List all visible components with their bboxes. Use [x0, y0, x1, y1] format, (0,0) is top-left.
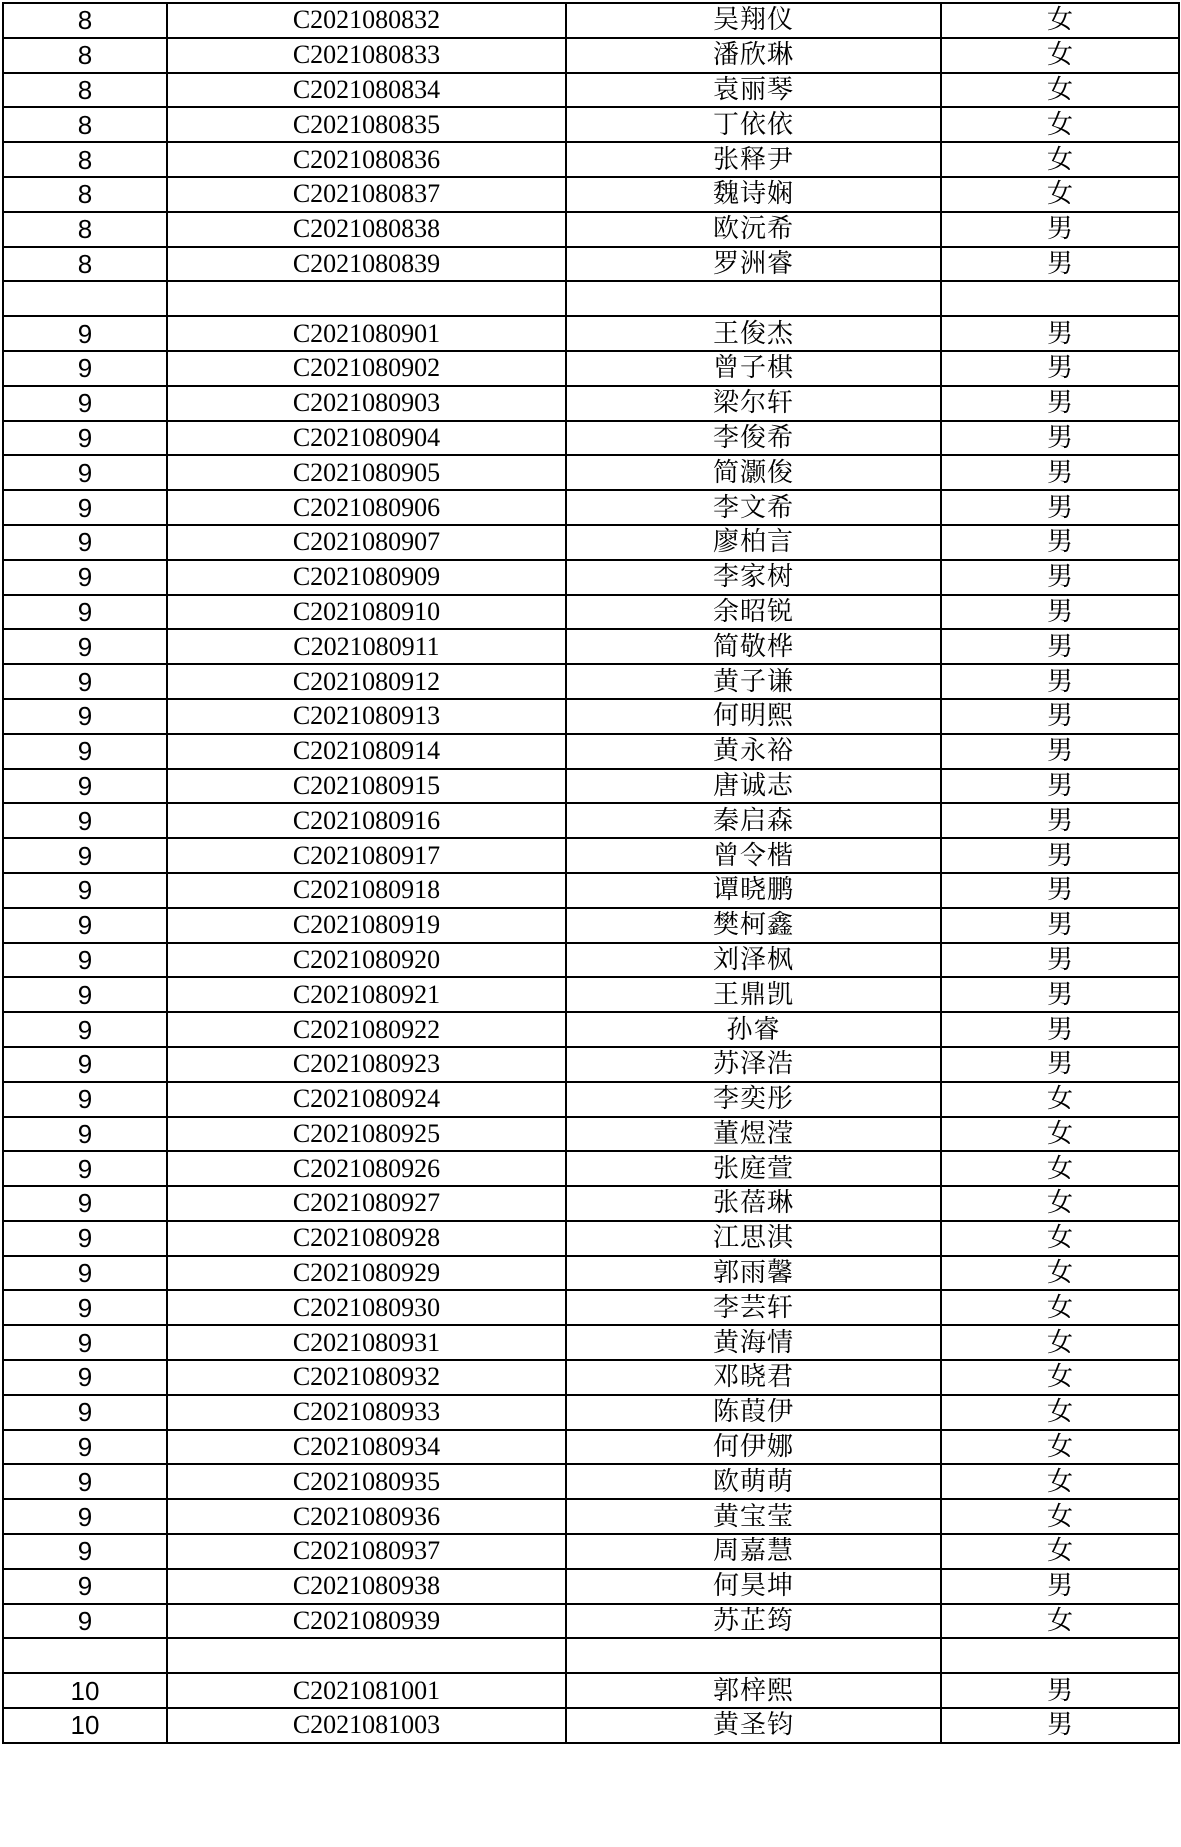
gender-cell: 男: [941, 595, 1179, 630]
table-row: [3, 455, 1179, 490]
class-cell: 9: [3, 316, 167, 351]
student-id-cell: C2021080838: [167, 212, 566, 247]
table-row: [3, 1325, 1179, 1360]
class-cell: 9: [3, 838, 167, 873]
class-cell: 8: [3, 73, 167, 108]
gender-cell: 男: [941, 769, 1179, 804]
student-id-cell: C2021080932: [167, 1360, 566, 1395]
table-row: [3, 421, 1179, 456]
student-id-cell: C2021080833: [167, 38, 566, 73]
class-cell: 9: [3, 943, 167, 978]
table-row: [3, 595, 1179, 630]
student-name-cell: 吴翔仪: [566, 3, 941, 38]
student-id-cell: C2021080917: [167, 838, 566, 873]
student-roster-table: [2, 2, 1180, 1744]
gender-cell: 女: [941, 107, 1179, 142]
table-row: [3, 525, 1179, 560]
table-row: [3, 316, 1179, 351]
table-row: [3, 664, 1179, 699]
table-row: [3, 1256, 1179, 1291]
student-name-cell: 苏泽浩: [566, 1047, 941, 1082]
student-name-cell: 何伊娜: [566, 1430, 941, 1465]
class-cell: 9: [3, 1117, 167, 1152]
student-id-cell: [167, 1638, 566, 1673]
student-name-cell: 苏芷筠: [566, 1604, 941, 1639]
class-cell: 9: [3, 769, 167, 804]
class-cell: 9: [3, 908, 167, 943]
student-name-cell: 刘泽枫: [566, 943, 941, 978]
student-name-cell: 黄圣钧: [566, 1708, 941, 1743]
class-cell: 9: [3, 734, 167, 769]
student-name-cell: [566, 281, 941, 316]
student-name-cell: 孙睿: [566, 1012, 941, 1047]
student-name-cell: 王俊杰: [566, 316, 941, 351]
gender-cell: 男: [941, 943, 1179, 978]
gender-cell: 男: [941, 386, 1179, 421]
student-name-cell: 欧沅希: [566, 212, 941, 247]
gender-cell: 女: [941, 1256, 1179, 1291]
student-name-cell: [566, 1638, 941, 1673]
student-id-cell: C2021080909: [167, 560, 566, 595]
gender-cell: 女: [941, 142, 1179, 177]
class-cell: 9: [3, 1082, 167, 1117]
student-name-cell: 黄宝莹: [566, 1499, 941, 1534]
student-name-cell: 何明熙: [566, 699, 941, 734]
gender-cell: 女: [941, 1186, 1179, 1221]
student-id-cell: C2021080904: [167, 421, 566, 456]
gender-cell: 女: [941, 1082, 1179, 1117]
student-id-cell: C2021080914: [167, 734, 566, 769]
student-id-cell: C2021080933: [167, 1395, 566, 1430]
separator-row: [3, 281, 1179, 316]
table-row: [3, 177, 1179, 212]
gender-cell: 男: [941, 1673, 1179, 1708]
gender-cell: 女: [941, 1360, 1179, 1395]
student-id-cell: C2021080930: [167, 1290, 566, 1325]
class-cell: 9: [3, 1325, 167, 1360]
table-row: [3, 1604, 1179, 1639]
gender-cell: 女: [941, 1117, 1179, 1152]
gender-cell: 男: [941, 977, 1179, 1012]
table-row: [3, 107, 1179, 142]
gender-cell: 女: [941, 1464, 1179, 1499]
table-row: [3, 1082, 1179, 1117]
student-name-cell: 黄永裕: [566, 734, 941, 769]
class-cell: 9: [3, 1464, 167, 1499]
student-name-cell: 邓晓君: [566, 1360, 941, 1395]
student-name-cell: 张释尹: [566, 142, 941, 177]
student-name-cell: 郭雨馨: [566, 1256, 941, 1291]
table-row: [3, 873, 1179, 908]
table-row: [3, 3, 1179, 38]
gender-cell: 女: [941, 1325, 1179, 1360]
class-cell: 9: [3, 560, 167, 595]
gender-cell: 男: [941, 316, 1179, 351]
gender-cell: 男: [941, 699, 1179, 734]
student-name-cell: 黄子谦: [566, 664, 941, 699]
class-cell: [3, 281, 167, 316]
class-cell: 9: [3, 595, 167, 630]
student-name-cell: 李家树: [566, 560, 941, 595]
student-id-cell: C2021080927: [167, 1186, 566, 1221]
student-id-cell: C2021080921: [167, 977, 566, 1012]
student-name-cell: 欧萌萌: [566, 1464, 941, 1499]
student-name-cell: 魏诗娴: [566, 177, 941, 212]
table-row: [3, 1012, 1179, 1047]
gender-cell: 女: [941, 1151, 1179, 1186]
student-id-cell: C2021081001: [167, 1673, 566, 1708]
student-id-cell: C2021080924: [167, 1082, 566, 1117]
student-name-cell: 简灏俊: [566, 455, 941, 490]
table-row: [3, 1395, 1179, 1430]
student-id-cell: C2021080939: [167, 1604, 566, 1639]
table-row: [3, 734, 1179, 769]
student-id-cell: C2021080901: [167, 316, 566, 351]
gender-cell: 女: [941, 1604, 1179, 1639]
student-name-cell: 周嘉慧: [566, 1534, 941, 1569]
table-row: [3, 386, 1179, 421]
student-id-cell: C2021080936: [167, 1499, 566, 1534]
student-id-cell: C2021080937: [167, 1534, 566, 1569]
gender-cell: 男: [941, 525, 1179, 560]
gender-cell: 男: [941, 803, 1179, 838]
class-cell: 9: [3, 421, 167, 456]
table-row: [3, 769, 1179, 804]
roster-body: [3, 3, 1179, 1743]
table-row: [3, 1151, 1179, 1186]
separator-row: [3, 1638, 1179, 1673]
class-cell: 9: [3, 664, 167, 699]
class-cell: 9: [3, 1534, 167, 1569]
table-row: [3, 1290, 1179, 1325]
class-cell: 9: [3, 873, 167, 908]
student-name-cell: 江思淇: [566, 1221, 941, 1256]
student-id-cell: C2021080905: [167, 455, 566, 490]
table-row: [3, 1117, 1179, 1152]
student-id-cell: C2021080916: [167, 803, 566, 838]
table-row: [3, 977, 1179, 1012]
table-row: [3, 1430, 1179, 1465]
class-cell: 9: [3, 1221, 167, 1256]
gender-cell: 男: [941, 629, 1179, 664]
table-row: [3, 943, 1179, 978]
table-row: [3, 38, 1179, 73]
student-id-cell: C2021080903: [167, 386, 566, 421]
student-name-cell: 丁依依: [566, 107, 941, 142]
student-id-cell: C2021080911: [167, 629, 566, 664]
class-cell: 10: [3, 1708, 167, 1743]
gender-cell: 女: [941, 1534, 1179, 1569]
table-row: [3, 629, 1179, 664]
student-name-cell: 曾子棋: [566, 351, 941, 386]
student-name-cell: 曾令楷: [566, 838, 941, 873]
gender-cell: 女: [941, 1499, 1179, 1534]
class-cell: 9: [3, 1047, 167, 1082]
table-row: [3, 908, 1179, 943]
class-cell: 9: [3, 1256, 167, 1291]
gender-cell: 男: [941, 1012, 1179, 1047]
student-id-cell: C2021080910: [167, 595, 566, 630]
student-id-cell: C2021080926: [167, 1151, 566, 1186]
student-id-cell: C2021080832: [167, 3, 566, 38]
class-cell: 9: [3, 1360, 167, 1395]
table-row: [3, 560, 1179, 595]
gender-cell: 男: [941, 734, 1179, 769]
class-cell: 9: [3, 1186, 167, 1221]
gender-cell: [941, 1638, 1179, 1673]
student-id-cell: C2021080931: [167, 1325, 566, 1360]
class-cell: 9: [3, 1395, 167, 1430]
class-cell: 9: [3, 351, 167, 386]
table-row: [3, 1221, 1179, 1256]
table-row: [3, 73, 1179, 108]
student-name-cell: 樊柯鑫: [566, 908, 941, 943]
student-name-cell: 李奕彤: [566, 1082, 941, 1117]
student-id-cell: C2021080934: [167, 1430, 566, 1465]
student-id-cell: C2021080928: [167, 1221, 566, 1256]
student-name-cell: 唐诚志: [566, 769, 941, 804]
class-cell: 9: [3, 1569, 167, 1604]
student-id-cell: C2021080912: [167, 664, 566, 699]
student-id-cell: C2021080836: [167, 142, 566, 177]
student-name-cell: 谭晓鹏: [566, 873, 941, 908]
student-name-cell: 王鼎凯: [566, 977, 941, 1012]
gender-cell: 女: [941, 1290, 1179, 1325]
class-cell: 9: [3, 1499, 167, 1534]
student-id-cell: C2021080839: [167, 247, 566, 282]
gender-cell: 男: [941, 560, 1179, 595]
student-name-cell: 张蓓琳: [566, 1186, 941, 1221]
gender-cell: 男: [941, 212, 1179, 247]
student-id-cell: C2021080919: [167, 908, 566, 943]
table-row: [3, 247, 1179, 282]
table-row: [3, 699, 1179, 734]
table-row: [3, 1569, 1179, 1604]
gender-cell: 女: [941, 1430, 1179, 1465]
gender-cell: 女: [941, 38, 1179, 73]
table-row: [3, 1534, 1179, 1569]
student-id-cell: C2021080923: [167, 1047, 566, 1082]
student-name-cell: 秦启森: [566, 803, 941, 838]
class-cell: 9: [3, 386, 167, 421]
class-cell: 9: [3, 1012, 167, 1047]
student-id-cell: C2021080913: [167, 699, 566, 734]
student-name-cell: 李芸轩: [566, 1290, 941, 1325]
table-row: [3, 142, 1179, 177]
student-id-cell: C2021080906: [167, 490, 566, 525]
class-cell: 9: [3, 1604, 167, 1639]
table-row: [3, 1186, 1179, 1221]
student-id-cell: C2021080915: [167, 769, 566, 804]
gender-cell: 男: [941, 490, 1179, 525]
table-row: [3, 1499, 1179, 1534]
student-name-cell: 李文希: [566, 490, 941, 525]
gender-cell: 男: [941, 351, 1179, 386]
gender-cell: 男: [941, 455, 1179, 490]
student-name-cell: 廖柏言: [566, 525, 941, 560]
class-cell: 9: [3, 490, 167, 525]
class-cell: [3, 1638, 167, 1673]
student-name-cell: 陈葭伊: [566, 1395, 941, 1430]
class-cell: 9: [3, 699, 167, 734]
table-row: [3, 1360, 1179, 1395]
table-row: [3, 490, 1179, 525]
student-id-cell: [167, 281, 566, 316]
gender-cell: 男: [941, 1569, 1179, 1604]
table-row: [3, 1673, 1179, 1708]
table-row: [3, 1708, 1179, 1743]
table-row: [3, 838, 1179, 873]
table-row: [3, 212, 1179, 247]
student-name-cell: 梁尔轩: [566, 386, 941, 421]
class-cell: 8: [3, 38, 167, 73]
gender-cell: 女: [941, 1221, 1179, 1256]
gender-cell: 女: [941, 3, 1179, 38]
student-id-cell: C2021080835: [167, 107, 566, 142]
class-cell: 9: [3, 977, 167, 1012]
gender-cell: 女: [941, 177, 1179, 212]
student-id-cell: C2021080907: [167, 525, 566, 560]
student-name-cell: 张庭萱: [566, 1151, 941, 1186]
student-id-cell: C2021080938: [167, 1569, 566, 1604]
gender-cell: 男: [941, 838, 1179, 873]
student-id-cell: C2021080935: [167, 1464, 566, 1499]
student-name-cell: 罗洲睿: [566, 247, 941, 282]
student-name-cell: 袁丽琴: [566, 73, 941, 108]
student-id-cell: C2021080834: [167, 73, 566, 108]
student-name-cell: 郭梓熙: [566, 1673, 941, 1708]
class-cell: 9: [3, 629, 167, 664]
class-cell: 8: [3, 177, 167, 212]
student-id-cell: C2021080837: [167, 177, 566, 212]
table-row: [3, 351, 1179, 386]
student-id-cell: C2021080918: [167, 873, 566, 908]
class-cell: 8: [3, 212, 167, 247]
class-cell: 9: [3, 525, 167, 560]
gender-cell: 男: [941, 1047, 1179, 1082]
table-row: [3, 803, 1179, 838]
student-name-cell: 黄海情: [566, 1325, 941, 1360]
student-name-cell: 余昭锐: [566, 595, 941, 630]
student-name-cell: 董煜滢: [566, 1117, 941, 1152]
student-name-cell: 李俊希: [566, 421, 941, 456]
class-cell: 8: [3, 247, 167, 282]
table-row: [3, 1047, 1179, 1082]
class-cell: 8: [3, 3, 167, 38]
student-name-cell: 何昊坤: [566, 1569, 941, 1604]
student-id-cell: C2021080920: [167, 943, 566, 978]
student-id-cell: C2021080902: [167, 351, 566, 386]
student-id-cell: C2021080925: [167, 1117, 566, 1152]
student-name-cell: 简敬桦: [566, 629, 941, 664]
gender-cell: 男: [941, 664, 1179, 699]
class-cell: 9: [3, 1151, 167, 1186]
class-cell: 9: [3, 803, 167, 838]
gender-cell: 女: [941, 73, 1179, 108]
student-name-cell: 潘欣琳: [566, 38, 941, 73]
gender-cell: 男: [941, 1708, 1179, 1743]
gender-cell: [941, 281, 1179, 316]
student-id-cell: C2021080929: [167, 1256, 566, 1291]
gender-cell: 男: [941, 908, 1179, 943]
gender-cell: 男: [941, 247, 1179, 282]
class-cell: 8: [3, 107, 167, 142]
class-cell: 8: [3, 142, 167, 177]
student-id-cell: C2021080922: [167, 1012, 566, 1047]
gender-cell: 女: [941, 1395, 1179, 1430]
class-cell: 9: [3, 1430, 167, 1465]
gender-cell: 男: [941, 873, 1179, 908]
gender-cell: 男: [941, 421, 1179, 456]
class-cell: 10: [3, 1673, 167, 1708]
class-cell: 9: [3, 455, 167, 490]
student-id-cell: C2021081003: [167, 1708, 566, 1743]
class-cell: 9: [3, 1290, 167, 1325]
table-row: [3, 1464, 1179, 1499]
